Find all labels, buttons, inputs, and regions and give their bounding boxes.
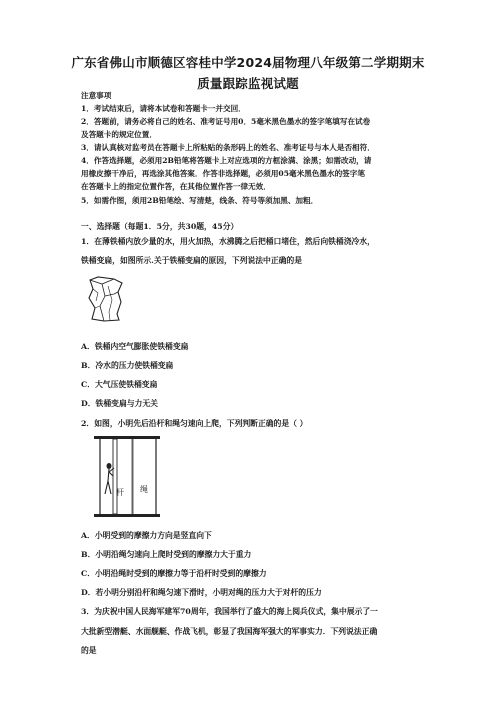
notice-heading: 注意事项	[81, 91, 112, 100]
notice-item: 1．考试结束后，请将本试卷和答题卡一并交回．	[81, 104, 246, 113]
question-1-stem-line-1: 1．在薄铁桶内放少量的水，用火加热，水沸腾之后把桶口堵住，然后向铁桶浇冷水，	[81, 237, 375, 246]
question-1-option-b: B．冷水的压力使铁桶变扁	[81, 361, 174, 370]
document-title-line-1: 广东省佛山市顺德区容桂中学2024届物理八年级第二学期期末	[71, 55, 425, 70]
notice-item: 在答题卡上的指定位置作答，在其他位置作答一律无效．	[81, 182, 271, 191]
question-3-stem-line-1: 3．为庆祝中国人民海军建军70周年，我国举行了盛大的海上阅兵仪式，集中展示了一	[81, 607, 378, 616]
question-2-option-b: B．小明沿绳匀速向上爬时受到的摩擦力大于重力	[81, 550, 252, 559]
pole-and-rope-figure	[94, 436, 162, 518]
question-3-stem-line-3: 的是	[81, 646, 97, 655]
notice-item: 及答题卡的规定位置．	[81, 130, 157, 139]
pole-label: 杆	[116, 488, 124, 497]
question-3-stem-line-2: 大批新型潜艇、水面舰艇、作战飞机，彰显了我国海军强大的军事实力．下列说法正确	[81, 627, 378, 636]
question-1-stem-line-2: 铁桶变扁，如图所示.关于铁桶变扁的原因，下列说法中正确的是	[81, 256, 303, 265]
notice-item: 用橡皮擦干净后，再选涂其他答案．作答非选择题，必须用05毫米黑色墨水的签字笔	[81, 169, 365, 178]
question-2-stem: 2．如图，小明先后沿杆和绳匀速向上爬，下列判断正确的是（ ）	[81, 419, 308, 428]
question-2-option-c: C．小明沿绳时受到的摩擦力等于沿杆时受到的摩擦力	[81, 569, 267, 578]
section-heading: 一、选择题（每题1．5分，共30题，45分）	[81, 222, 239, 231]
notice-item: 4．作答选择题，必须用2B铅笔将答题卡上对应选项的方框涂满、涂黑；如需改动，请	[81, 156, 372, 165]
crushed-bucket-figure	[84, 274, 128, 324]
notice-item: 3．请认真核对监考员在答题卡上所粘贴的条形码上的姓名、准考证号与本人是否相符．	[81, 143, 375, 152]
rope-label: 绳	[140, 485, 148, 494]
question-1-option-c: C．大气压使铁桶变扁	[81, 380, 158, 389]
notice-item: 5．如需作图，须用2B铅笔绘、写清楚，线条、符号等须加黑、加粗．	[81, 196, 319, 205]
question-1-option-a: A．铁桶内空气膨胀使铁桶变扁	[81, 342, 189, 351]
question-2-option-d: D．若小明分别沿杆和绳匀速下滑时，小明对绳的压力大于对杆的压力	[81, 588, 322, 597]
notice-item: 2．答题前，请务必将自己的姓名、准考证号用0．5毫米黑色墨水的签字笔填写在试卷	[81, 117, 371, 126]
document-title-line-2: 质量跟踪监视试题	[197, 76, 299, 91]
question-1-option-d: D．铁桶变扁与力无关	[81, 399, 158, 408]
question-2-option-a: A．小明受到的摩擦力方向是竖直向下	[81, 531, 212, 540]
